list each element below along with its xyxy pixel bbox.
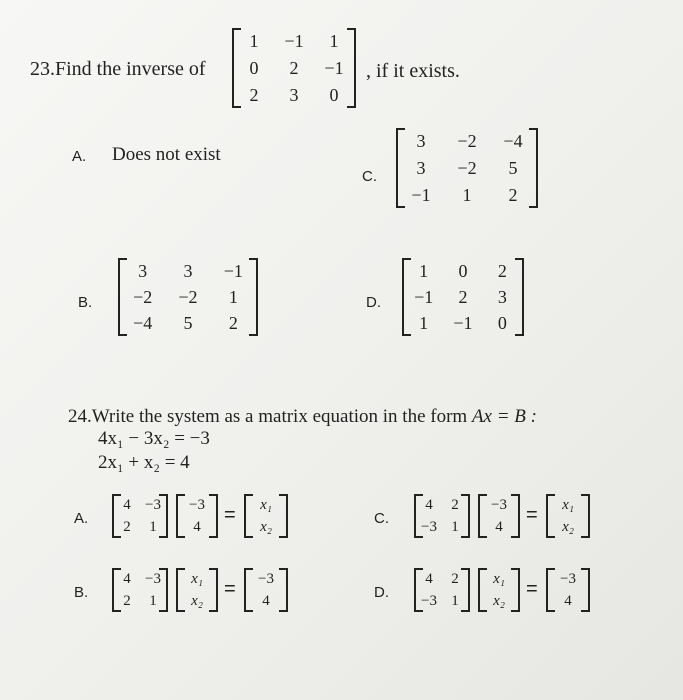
matrix-cell: 1 [228, 287, 238, 307]
matrix-cell: 2 [123, 518, 131, 535]
matrix-cell: 2 [451, 570, 459, 587]
equals-sign: = [224, 504, 236, 526]
matrix-cell: −2 [457, 131, 477, 152]
q24-option-b-coeff-matrix [112, 568, 168, 612]
matrix-cell: 1 [451, 518, 459, 535]
matrix-cell: 2 [451, 496, 459, 513]
vector-cell: 4 [193, 518, 201, 535]
q23-option-c-matrix [396, 128, 538, 208]
matrix-cell: −2 [457, 157, 477, 178]
vector-cell: 4 [564, 592, 572, 609]
matrix-cell: −1 [414, 287, 434, 307]
q24-option-d-letter[interactable]: D. [374, 584, 389, 601]
q23-option-b-matrix [118, 258, 258, 336]
vector-cell: 4 [495, 518, 503, 535]
matrix-cell: 3 [416, 131, 426, 152]
matrix-cell: 1 [329, 31, 339, 52]
vector-cell: −3 [258, 570, 274, 587]
matrix-cell: −3 [421, 592, 437, 609]
vector-cell: x₂ [260, 518, 272, 535]
matrix-cell: 3 [138, 261, 148, 281]
matrix-cell: 4 [123, 496, 131, 513]
matrix-cell: 4 [425, 570, 433, 587]
matrix-cell: −2 [133, 287, 153, 307]
vector-cell: x₁ [562, 496, 574, 513]
matrix-cell: 1 [149, 592, 157, 609]
q24-option-d-vector-left [478, 568, 520, 612]
matrix-cell: 1 [249, 31, 259, 52]
matrix-cell: 2 [458, 287, 468, 307]
q23-option-c-letter[interactable]: C. [362, 168, 377, 185]
q23-option-d-matrix [402, 258, 524, 336]
q23-option-a-text: Does not exist [112, 144, 221, 165]
matrix-cell: 2 [123, 592, 131, 609]
matrix-cell: 1 [419, 313, 429, 333]
q24-option-d-coeff-matrix [414, 568, 470, 612]
matrix-cell: 0 [497, 313, 507, 333]
matrix-cell: −1 [411, 184, 431, 205]
matrix-cell: −3 [145, 570, 161, 587]
q23-matrix [232, 28, 356, 108]
matrix-cell: −4 [503, 131, 523, 152]
equals-sign: = [526, 578, 538, 600]
matrix-cell: 3 [497, 287, 507, 307]
matrix-cell: 3 [289, 84, 299, 105]
matrix-cell: 1 [149, 518, 157, 535]
vector-cell: x₂ [493, 592, 505, 609]
q24-option-a-vector-right [244, 494, 288, 538]
matrix-cell: −1 [324, 57, 344, 78]
q24-option-d-vector-right [546, 568, 590, 612]
vector-cell: x₂ [191, 592, 203, 609]
q24-option-b-letter[interactable]: B. [74, 584, 89, 601]
matrix-cell: 5 [508, 157, 518, 178]
equals-sign: = [224, 578, 236, 600]
matrix-cell: 2 [228, 313, 238, 333]
q23-prompt: Find the inverse of [55, 58, 206, 80]
q24-equation-2: 2x₁ + x₂ = 4 [98, 452, 190, 473]
matrix-cell: 2 [497, 261, 507, 281]
matrix-cell: 2 [508, 184, 518, 205]
matrix-cell: −4 [133, 313, 153, 333]
matrix-cell: 0 [329, 84, 339, 105]
q24-number: 24. [68, 406, 92, 427]
q23-question [30, 58, 206, 81]
q24-question [68, 406, 537, 428]
matrix-cell: 5 [183, 313, 193, 333]
q24-option-c-coeff-matrix [414, 494, 470, 538]
matrix-cell: −3 [145, 496, 161, 513]
matrix-cell: 1 [451, 592, 459, 609]
matrix-cell: 1 [462, 184, 472, 205]
q24-prompt: Write the system as a matrix equation in the form [91, 406, 472, 427]
q24-option-c-vector-right [546, 494, 590, 538]
q23-number: 23. [30, 58, 55, 80]
q23-matrix-grid [234, 28, 354, 108]
q23-option-b-letter[interactable]: B. [78, 294, 93, 311]
matrix-cell: −1 [223, 261, 243, 281]
vector-cell: x₁ [493, 570, 505, 587]
matrix-cell: 4 [425, 496, 433, 513]
matrix-cell: −3 [421, 518, 437, 535]
q24-option-a-vector-left [176, 494, 218, 538]
q24-equation-1: 4x₁ − 3x₂ = −3 [98, 428, 210, 449]
vector-cell: −3 [189, 496, 205, 513]
matrix-cell: 3 [183, 261, 193, 281]
q24-option-b-vector-right [244, 568, 288, 612]
matrix-cell: 0 [458, 261, 468, 281]
matrix-cell: 3 [416, 157, 426, 178]
vector-cell: −3 [491, 496, 507, 513]
vector-cell: x₂ [562, 518, 574, 535]
matrix-cell: −1 [284, 31, 304, 52]
matrix-cell: 4 [123, 570, 131, 587]
vector-cell: −3 [560, 570, 576, 587]
matrix-cell: 0 [249, 57, 259, 78]
q23-option-a-letter[interactable]: A. [72, 148, 87, 165]
equals-sign: = [526, 504, 538, 526]
matrix-cell: 2 [249, 84, 259, 105]
matrix-cell: −1 [453, 313, 473, 333]
q23-option-d-letter[interactable]: D. [366, 294, 381, 311]
q24-option-a-coeff-matrix [112, 494, 168, 538]
vector-cell: x₁ [191, 570, 203, 587]
vector-cell: 4 [262, 592, 270, 609]
q24-option-c-letter[interactable]: C. [374, 510, 389, 527]
q24-option-a-letter[interactable]: A. [74, 510, 89, 527]
q24-option-c-vector-left [478, 494, 520, 538]
q23-suffix: , if it exists. [366, 60, 460, 82]
matrix-cell: −2 [178, 287, 198, 307]
matrix-cell: 2 [289, 57, 299, 78]
q24-option-b-vector-left [176, 568, 218, 612]
q24-form: Ax = B : [471, 406, 537, 427]
matrix-cell: 1 [419, 261, 429, 281]
vector-cell: x₁ [260, 496, 272, 513]
